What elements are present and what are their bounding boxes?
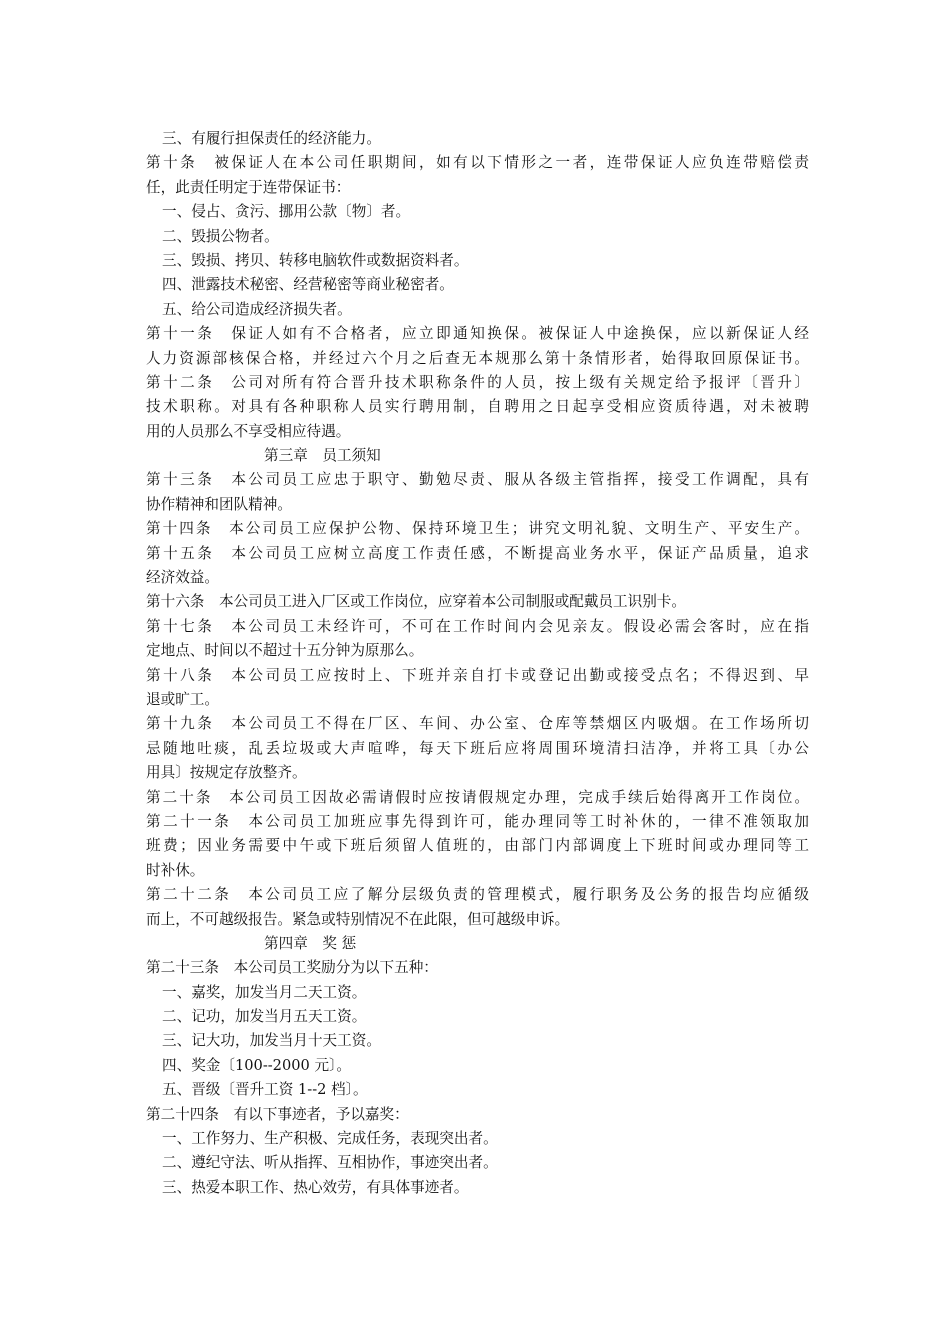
list-item: 五、晋级〔晋升工资 1--2 档〕。: [162, 1081, 368, 1099]
article-23: 第二十三条 本公司员工奖励分为以下五种：: [146, 959, 438, 977]
list-item: 二、记功，加发当月五天工资。: [162, 1008, 367, 1026]
article-14: 第十四条 本公司员工应保护公物、保持环境卫生；讲究文明礼貌、文明生产、平安生产。: [146, 520, 809, 538]
document-body: [146, 127, 809, 1200]
article-15: 第十五条 本公司员工应树立高度工作责任感，不断提高业务水平，保证产品质量，追求: [146, 544, 809, 562]
text-line: 用具〕按规定存放整齐。: [146, 764, 307, 782]
list-item: 四、泄露技术秘密、经营秘密等商业秘密者。: [162, 276, 454, 294]
list-item: 三、毁损、拷贝、转移电脑软件或数据资料者。: [162, 251, 469, 269]
chapter-heading: 第四章 奖 惩: [264, 934, 357, 952]
list-item: 一、工作努力、生产积极、完成任务，表现突出者。: [162, 1130, 498, 1148]
article-12: 第十二条 公司对所有符合晋升技术职称条件的人员，按上级有关规定给予报评〔晋升〕: [146, 373, 809, 391]
text-line: 任，此责任明定于连带保证书：: [146, 178, 351, 196]
list-item: 二、遵纪守法、听从指挥、互相协作，事迹突出者。: [162, 1154, 498, 1172]
article-10: 第十条 被保证人在本公司任职期间，如有以下情形之一者，连带保证人应负连带赔偿责: [146, 154, 809, 172]
text-line: 协作精神和团队精神。: [146, 495, 292, 513]
article-18: 第十八条 本公司员工应按时上、下班并亲自打卡或登记出勤或接受点名；不得迟到、早: [146, 666, 809, 684]
article-11: 第十一条 保证人如有不合格者，应立即通知换保。被保证人中途换保，应以新保证人经: [146, 325, 809, 343]
article-20: 第二十条 本公司员工因故必需请假时应按请假规定办理，完成手续后始得离开工作岗位。: [146, 788, 809, 806]
text-line: 三、有履行担保责任的经济能力。: [162, 130, 381, 147]
list-item: 一、侵占、贪污、挪用公款〔物〕者。: [162, 203, 411, 221]
article-17: 第十七条 本公司员工未经许可，不可在工作时间内会见亲友。假设必需会客时，应在指: [146, 617, 809, 635]
article-16: 第十六条 本公司员工进入厂区或工作岗位，应穿着本公司制服或配戴员工识别卡。: [146, 593, 686, 611]
list-item: 二、毁损公物者。: [162, 227, 279, 245]
list-item: 四、奖金〔100--2000 元〕。: [162, 1056, 351, 1074]
list-item: 三、记大功，加发当月十天工资。: [162, 1032, 381, 1050]
list-item: 一、嘉奖，加发当月二天工资。: [162, 983, 367, 1001]
text-line: 经济效益。: [146, 569, 219, 587]
list-item: 三、热爱本职工作、热心效劳，有具体事迹者。: [162, 1178, 469, 1196]
text-line: 定地点、时间以不超过十五分钟为原那么。: [146, 642, 424, 660]
text-line: 用的人员那么不享受相应待遇。: [146, 422, 351, 440]
article-24: 第二十四条 有以下事迹者，予以嘉奖：: [146, 1105, 409, 1123]
chapter-heading: 第三章 员工须知: [264, 447, 381, 465]
text-line: 技术职称。对具有各种职称人员实行聘用制，自聘用之日起享受相应资质待遇，对未被聘: [146, 398, 809, 416]
article-22: 第二十二条 本公司员工应了解分层级负责的管理模式，履行职务及公务的报告均应循级: [146, 886, 809, 904]
article-19: 第十九条 本公司员工不得在厂区、车间、办公室、仓库等禁烟区内吸烟。在工作场所切: [146, 715, 809, 733]
article-13: 第十三条 本公司员工应忠于职守、勤勉尽责、服从各级主管指挥，接受工作调配，具有: [146, 471, 809, 489]
text-line: 时补休。: [146, 861, 205, 879]
text-line: 而上，不可越级报告。紧急或特别情况不在此限，但可越级申诉。: [146, 910, 570, 928]
text-line: 忌随地吐痰，乱丢垃圾或大声喧哗，每天下班后应将周围环境清扫洁净，并将工具〔办公: [146, 739, 809, 757]
text-line: 人力资源部核保合格，并经过六个月之后查无本规那么第十条情形者，始得取回原保证书。: [146, 349, 809, 367]
text-line: 退或旷工。: [146, 690, 219, 708]
article-21: 第二十一条 本公司员工加班应事先得到许可，能办理同等工时补休的，一律不准领取加: [146, 812, 809, 830]
text-line: 班费；因业务需要中午或下班后须留人值班的，由部门内部调度上下班时间或办理同等工: [146, 837, 809, 855]
list-item: 五、给公司造成经济损失者。: [162, 300, 352, 318]
